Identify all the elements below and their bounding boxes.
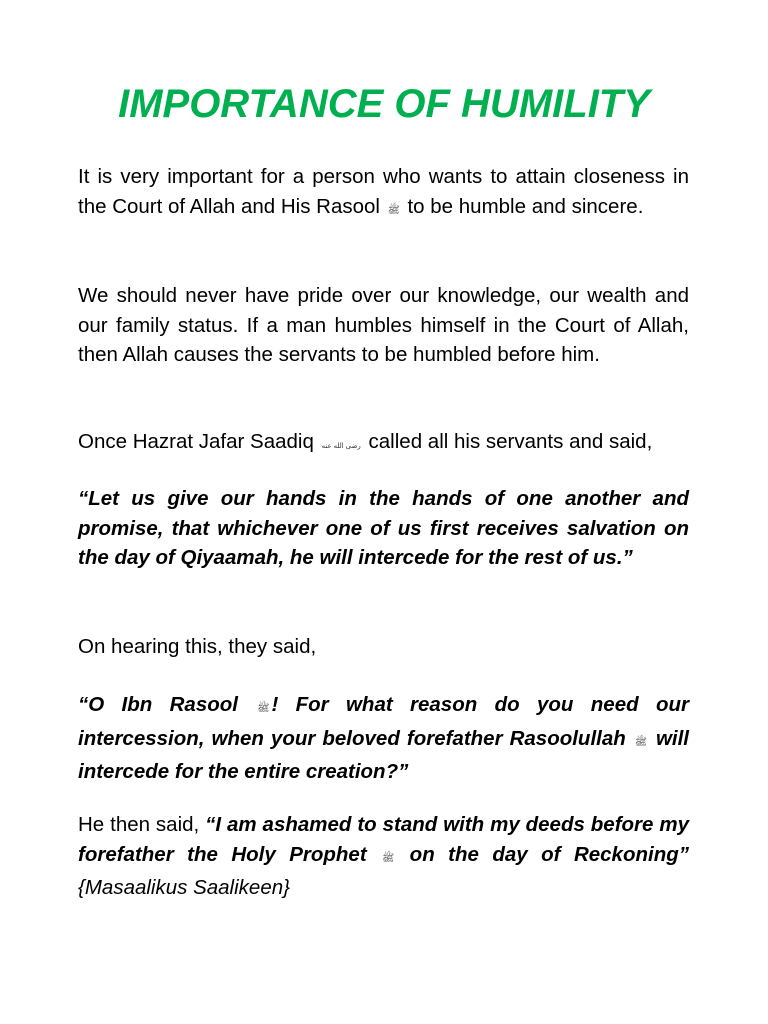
- final-quote-part1: “I am ashamed to stand with my deeds before my forefather the Holy Prophet: [78, 813, 689, 866]
- quote-servants-part1: “O Ibn Rasool: [78, 693, 238, 716]
- salutation-glyph: ﷺ: [382, 852, 395, 864]
- salutation-glyph: ﷺ: [634, 736, 647, 748]
- paragraph-intro: [78, 162, 689, 225]
- paragraph-jafar-text-end: called all his servants and said,: [368, 430, 653, 453]
- final-saying-lead: He then said,: [78, 813, 200, 836]
- salutation-glyph: ﷺ: [387, 204, 400, 216]
- quote-servants-reply: [78, 690, 689, 787]
- paragraph-final-saying: [78, 810, 689, 903]
- source-citation: {Masaalikus Saalikeen}: [78, 876, 290, 899]
- paragraph-intro-text-end: to be humble and sincere.: [407, 194, 644, 218]
- quote-servants-part2: ! For what reason do you need our intercession, when your beloved forefather Rasoolullah: [78, 693, 689, 750]
- page-title: IMPORTANCE OF HUMILITY: [118, 82, 650, 126]
- paragraph-jafar-saadiq: [78, 427, 689, 462]
- paragraph-pride: We should never have pride over our knowledge, our wealth and our family status. If a man humbles himself in the Court of Allah, then Allah causes the servants to be humbled before him.: [78, 284, 689, 366]
- salutation-glyph: ﷺ: [257, 703, 270, 714]
- paragraph-intro-text-start: It is very important for a person who wants to attain closeness in the Court of Allah and His Rasool: [78, 165, 689, 218]
- honorific-glyph: رضى الله عنه: [321, 443, 361, 450]
- paragraph-on-hearing: On hearing this, they said,: [78, 635, 317, 658]
- final-quote-part2: on the day of Reckoning”: [409, 842, 689, 866]
- quote-hands: “Let us give our hands in the hands of one another and promise, that whichever one of us first receives salvation on the day of Qiyaamah, he will intercede for the rest of us.”: [78, 487, 689, 569]
- quote-servants-part3: will intercede for the entire creation?”: [78, 726, 690, 783]
- paragraph-jafar-text-start: Once Hazrat Jafar Saadiq: [78, 430, 314, 453]
